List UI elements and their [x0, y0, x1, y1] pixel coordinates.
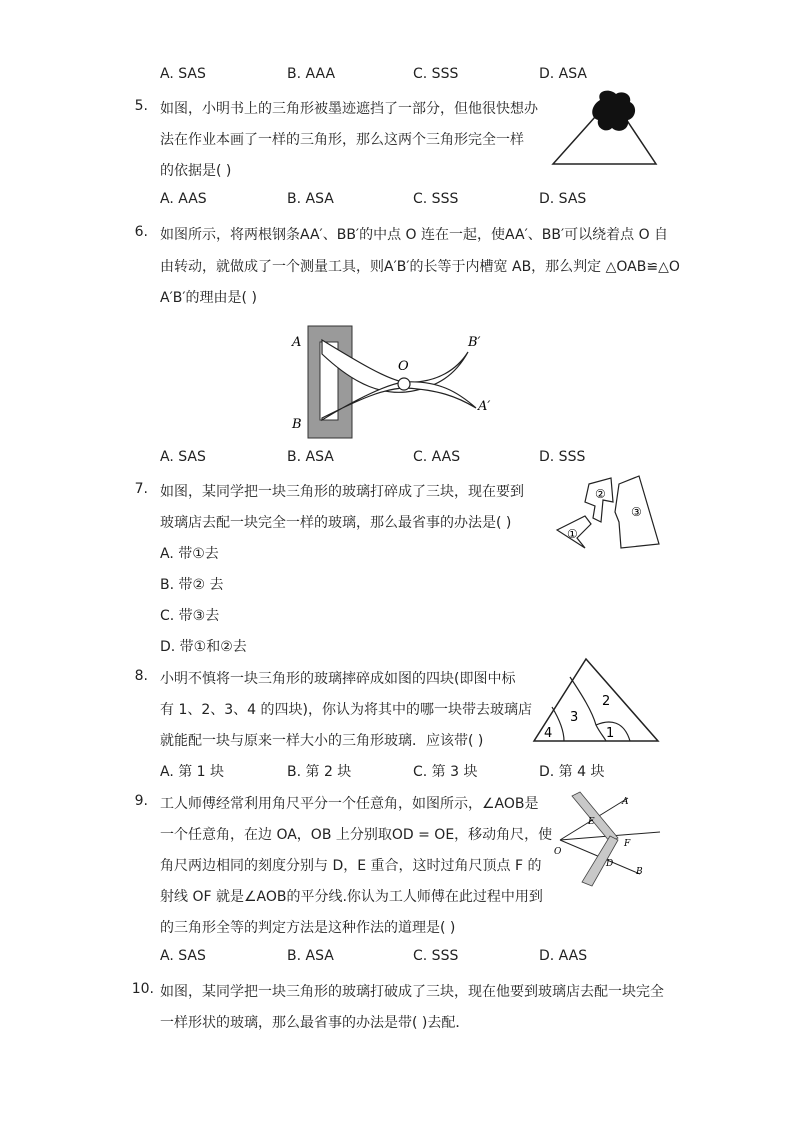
q6-option-c[interactable]: C. AAS: [413, 449, 461, 465]
question-text-line: 玻璃店去配一块完全一样的玻璃，那么最省事的办法是( ): [160, 515, 512, 531]
q8-option-a[interactable]: A. 第 1 块: [160, 764, 225, 780]
q9-option-d[interactable]: D. AAS: [539, 948, 588, 964]
question-text-line: 角尺两边相同的刻度分别与 D，E 重合，这时过角尺顶点 F 的: [160, 858, 542, 874]
q5-option-d[interactable]: D. SAS: [539, 191, 587, 207]
question-text-line: 的三角形全等的判定方法是这种作法的道理是( ): [160, 920, 456, 936]
question-number: 7.: [134, 481, 148, 497]
label-piece-1: ①: [567, 527, 578, 541]
q8-option-c[interactable]: C. 第 3 块: [413, 764, 478, 780]
question-text-line: 一样形状的玻璃，那么最省事的办法是带( )去配．: [160, 1015, 470, 1031]
label-b: B: [636, 867, 643, 877]
q4-option-d[interactable]: D. ASA: [539, 66, 587, 82]
q6-option-d[interactable]: D. SSS: [539, 449, 586, 465]
q9-option-c[interactable]: C. SSS: [413, 948, 459, 964]
q9-option-b[interactable]: B. ASA: [287, 948, 334, 964]
label-f: F: [624, 839, 631, 849]
measuring-tool-figure: [288, 322, 503, 440]
q8-option-d[interactable]: D. 第 4 块: [539, 764, 605, 780]
question-text-line: 射线 OF 就是∠AOB的平分线.你认为工人师傅在此过程中用到: [160, 889, 543, 905]
question-number: 10.: [131, 981, 154, 997]
question-text-line: A′B′的理由是( ): [160, 290, 257, 306]
q8-option-b[interactable]: B. 第 2 块: [287, 764, 352, 780]
label-piece-1: 1: [606, 726, 615, 741]
question-text-line: 的依据是( ): [160, 163, 232, 179]
q4-option-c[interactable]: C. SSS: [413, 66, 459, 82]
question-text-line: 法在作业本画了一样的三角形，那么这两个三角形完全一样: [160, 132, 524, 148]
q9-option-a[interactable]: A. SAS: [160, 948, 206, 964]
q5-option-c[interactable]: C. SSS: [413, 191, 459, 207]
q7-option-a[interactable]: A. 带①去: [160, 546, 219, 562]
q7-option-b[interactable]: B. 带② 去: [160, 577, 224, 593]
q4-option-b[interactable]: B. AAA: [287, 66, 336, 82]
label-a-prime: A′: [478, 399, 491, 414]
question-text-line: 如图，某同学把一块三角形的玻璃打碎成了三块，现在要到: [160, 484, 524, 500]
label-piece-3: 3: [570, 710, 579, 725]
question-text-line: 如图，某同学把一块三角形的玻璃打破成了三块，现在他要到玻璃店去配一块完全: [160, 984, 664, 1000]
q6-option-a[interactable]: A. SAS: [160, 449, 206, 465]
label-e: E: [588, 817, 595, 827]
ink-blot-triangle-figure: [550, 88, 660, 168]
question-text-line: 由转动，就做成了一个测量工具，则A′B′的长等于内槽宽 AB，那么判定 △OAB≌△O: [160, 259, 680, 275]
q4-option-a[interactable]: A. SAS: [160, 66, 206, 82]
label-piece-2: 2: [602, 694, 611, 709]
question-text-line: 如图，小明书上的三角形被墨迹遮挡了一部分，但他很快想办: [160, 101, 538, 117]
label-b: B: [292, 417, 302, 432]
q5-option-a[interactable]: A. AAS: [160, 191, 207, 207]
label-o: O: [554, 847, 562, 857]
question-text-line: 如图所示，将两根钢条AA′、BB′的中点 O 连在一起，使AA′、BB′可以绕着点 O 自: [160, 227, 669, 243]
label-piece-3: ③: [631, 505, 642, 519]
q5-option-b[interactable]: B. ASA: [287, 191, 334, 207]
q7-option-d[interactable]: D. 带①和②去: [160, 639, 247, 655]
label-b-prime: B′: [468, 335, 481, 350]
question-number: 8.: [134, 668, 148, 684]
question-text-line: 就能配一块与原来一样大小的三角形玻璃．应该带( ): [160, 733, 484, 749]
label-a: A: [622, 797, 629, 807]
label-o: O: [398, 359, 409, 374]
label-piece-4: 4: [544, 726, 553, 741]
question-number: 6.: [134, 224, 148, 240]
q7-option-c[interactable]: C. 带③去: [160, 608, 220, 624]
label-piece-2: ②: [595, 487, 606, 501]
four-pieces-triangle-figure: [530, 655, 662, 745]
label-a: A: [292, 335, 302, 350]
question-text-line: 有 1、2、3、4 的四块)，你认为将其中的哪一块带去玻璃店: [160, 702, 532, 718]
question-text-line: 一个任意角，在边 OA，OB 上分别取OD = OE，移动角尺，使: [160, 827, 553, 843]
question-text-line: 工人师傅经常利用角尺平分一个任意角，如图所示，∠AOB是: [160, 796, 539, 812]
question-text-line: 小明不慎将一块三角形的玻璃摔碎成如图的四块(即图中标: [160, 671, 516, 687]
question-number: 5.: [134, 98, 148, 114]
angle-bisector-ruler-figure: [552, 788, 662, 888]
question-number: 9.: [134, 793, 148, 809]
label-d: D: [606, 859, 614, 869]
q6-option-b[interactable]: B. ASA: [287, 449, 334, 465]
broken-glass-figure: [555, 472, 665, 552]
